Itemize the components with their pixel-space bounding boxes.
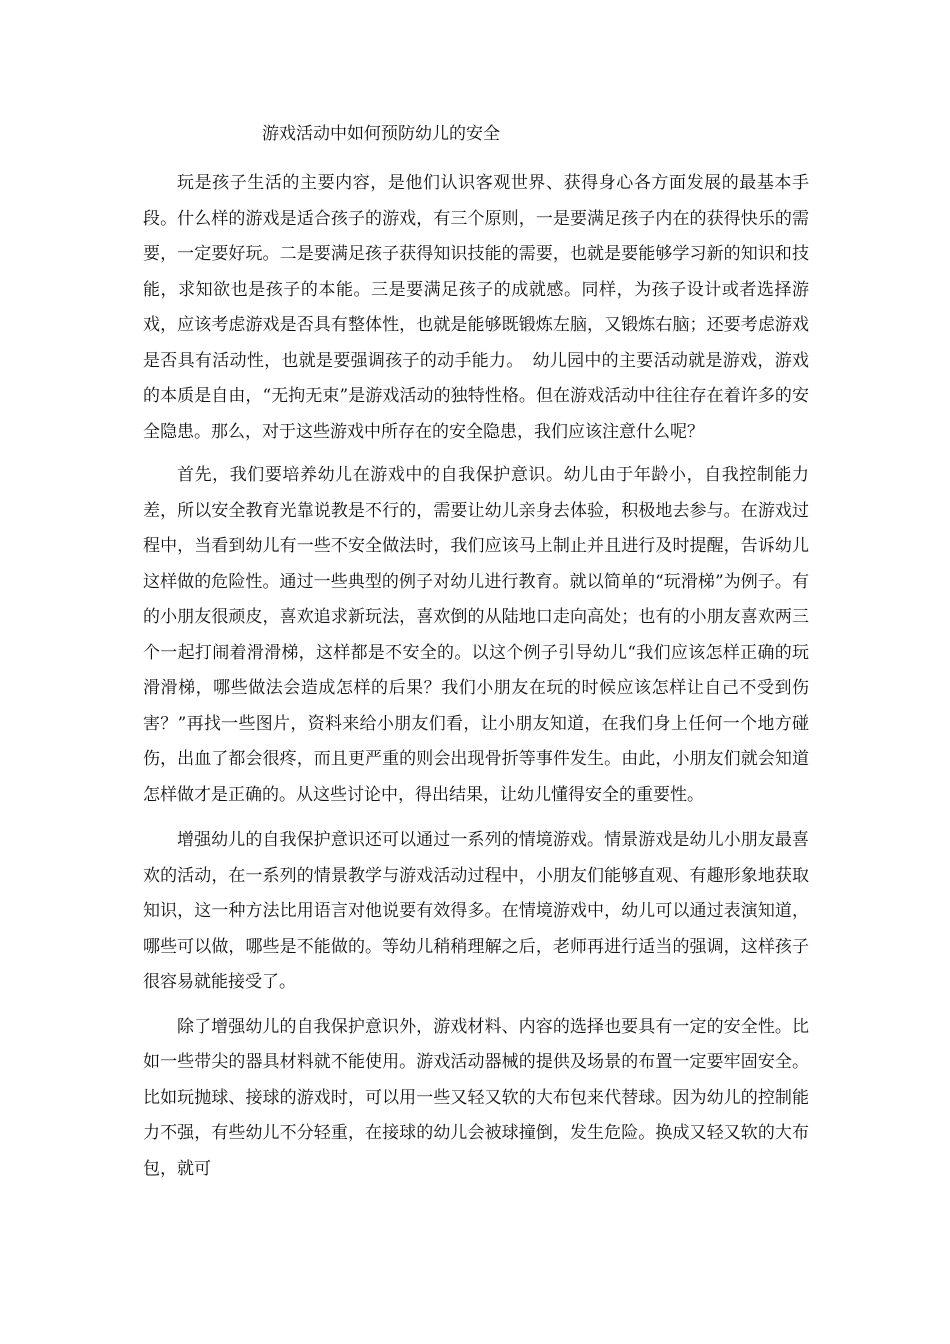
paragraph-2: 首先，我们要培养幼儿在游戏中的自我保护意识。幼儿由于年龄小，自我控制能力差，所以安全教育光靠说教是不行的，需要让幼儿亲身去体验，积极地去参与。在游戏过程中，当看到幼儿有一些不安全做法时，我们应该马上制止并且进行及时提醒，告诉幼儿这样做的危险性。通过一些典型的例子对幼儿进行教育。就以简单的“玩滑梯”为例子。有的小朋友很顽皮，喜欢追求新玩法，喜欢倒的从陆地口走向高处；也有的小朋友喜欢两三个一起打闹着滑滑梯，这样都是不安全的。以这个例子引导幼儿“我们应该怎样正确的玩滑滑梯，哪些做法会造成怎样的后果？我们小朋友在玩的时候应该怎样让自己不受到伤害？”再找一些图片，资料来给小朋友们看，让小朋友知道，在我们身上任何一个地方碰伤，出血了都会很疼，而且更严重的则会出现骨折等事件发生。由此，小朋友们就会知道怎样做才是正确的。从这些讨论中，得出结果，让幼儿懂得安全的重要性。 xyxy=(143,465,809,805)
paragraph-1: 玩是孩子生活的主要内容，是他们认识客观世界、获得身心各方面发展的最基本手段。什么样的游戏是适合孩子的游戏，有三个原则，一是要满足孩子内在的获得快乐的需要，一定要好玩。二是要满足孩子获得知识技能的需要，也就是要能够学习新的知识和技能，求知欲也是孩子的本能。三是要满足孩子的成就感。同样，为孩子设计或者选择游戏，应该考虑游戏是否具有整体性，也就是能够既锻炼左脑，又锻炼右脑；还要考虑游戏是否具有活动性，也就是要强调孩子的动手能力。 幼儿园中的主要活动就是游戏，游戏的本质是自由，“无拘无束”是游戏活动的独特性格。但在游戏活动中往往存在着许多的安全隐患。那么，对于这些游戏中所存在的安全隐患，我们应该注意什么呢？ xyxy=(143,173,809,442)
document-body xyxy=(143,166,809,1187)
paragraph-4: 除了增强幼儿的自我保护意识外，游戏材料、内容的选择也要具有一定的安全性。比如一些带尖的器具材料就不能使用。游戏活动器械的提供及场景的布置一定要牢固安全。比如玩抛球、接球的游戏时，可以用一些又轻又软的大布包来代替球。因为幼儿的控制能力不强，有些幼儿不分轻重，在接球的幼儿会被球撞倒，发生危险。换成又轻又软的大布包，就可 xyxy=(143,1016,809,1179)
document-title: 游戏活动中如何预防幼儿的安全 xyxy=(262,124,500,144)
paragraph-3: 增强幼儿的自我保护意识还可以通过一系列的情境游戏。情景游戏是幼儿小朋友最喜欢的活动，在一系列的情景教学与游戏活动过程中，小朋友们能够直观、有趣形象地获取知识，这一种方法比用语言对他说要有效得多。在情境游戏中，幼儿可以通过表演知道，哪些可以做，哪些是不能做的。等幼儿稍稍理解之后，老师再进行适当的强调，这样孩子很容易就能接受了。 xyxy=(143,830,809,992)
